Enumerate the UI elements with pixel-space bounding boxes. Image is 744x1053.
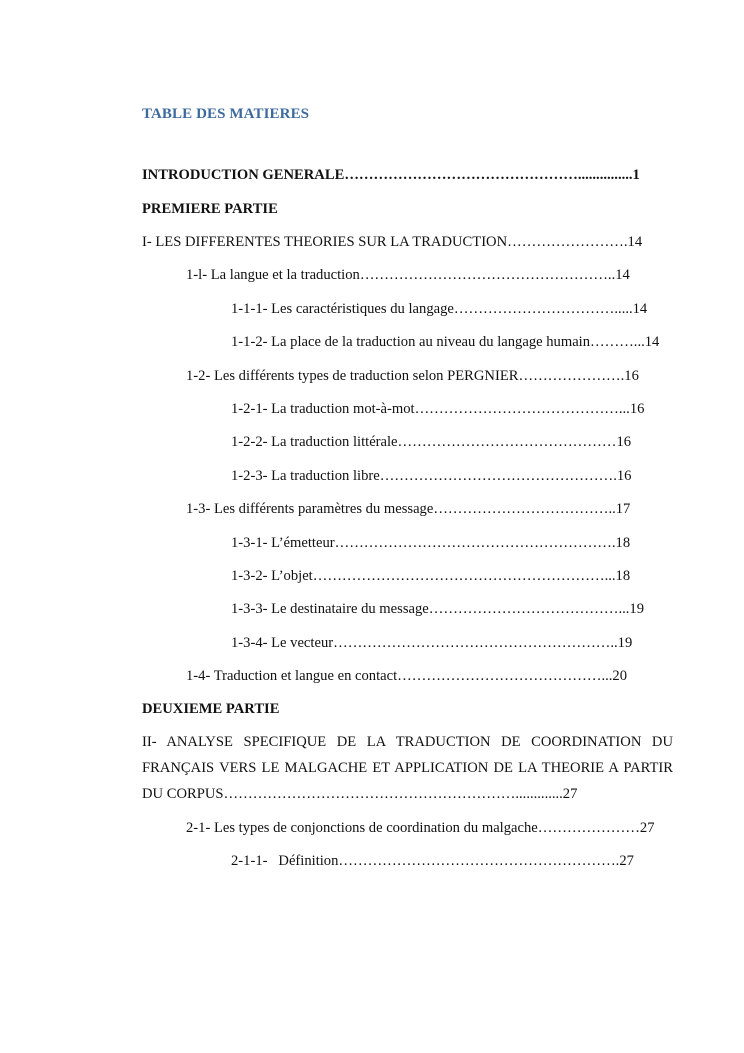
toc-entry-1-1-1: 1-1-1- Les caractéristiques du langage…………………………….....14 bbox=[231, 301, 648, 317]
toc-entry-1-2: 1-2- Les différents types de traduction selon PERGNIER………………….16 bbox=[186, 368, 639, 384]
toc-entry-chapter-1: I- LES DIFFERENTES THEORIES SUR LA TRADUCTION…………………….14 bbox=[142, 234, 643, 250]
toc-entry-1-3: 1-3- Les différents paramètres du message………………………………..17 bbox=[186, 501, 631, 517]
toc-entry-part-two: DEUXIEME PARTIE bbox=[142, 701, 280, 717]
toc-entry-1-2-2: 1-2-2- La traduction littérale………………………………………16 bbox=[231, 434, 632, 450]
toc-entry-1-3-4: 1-3-4- Le vecteur…………………………………………………..19 bbox=[231, 635, 633, 651]
toc-entry-1-2-3: 1-2-3- La traduction libre………………………………………….16 bbox=[231, 468, 632, 484]
toc-entry-chapter-2: II- ANALYSE SPECIFIQUE DE LA TRADUCTION DE COORDINATION DU FRANÇAIS VERS LE MALGACHE ET APPLICATION DE LA THEORIE A PARTIR DU CORPUS…………………………………………………….............27 bbox=[142, 734, 673, 802]
toc-entry-1-3-2: 1-3-2- L’objet……………………………………………………...18 bbox=[231, 568, 631, 584]
toc-entry-2-1: 2-1- Les types de conjonctions de coordination du malgache…………………27 bbox=[186, 820, 655, 836]
toc-title: TABLE DES MATIERES bbox=[142, 106, 310, 122]
toc-entry-2-1-1: 2-1-1- Définition………………………………………………….27 bbox=[231, 853, 634, 869]
toc-entry-1-1-2: 1-1-2- La place de la traduction au niveau du langage humain………...14 bbox=[231, 334, 660, 350]
toc-entry-1-1: 1-l- La langue et la traduction……………………………………………..14 bbox=[186, 267, 630, 283]
toc-entry-part-one: PREMIERE PARTIE bbox=[142, 201, 278, 217]
toc-entry-1-3-3: 1-3-3- Le destinataire du message…………………………………...19 bbox=[231, 601, 645, 617]
toc-entry-1-4: 1-4- Traduction et langue en contact……………………………………...20 bbox=[186, 668, 627, 684]
toc-entry-1-3-1: 1-3-1- L’émetteur………………………………………………….18 bbox=[231, 535, 631, 551]
toc-entry-1-2-1: 1-2-1- La traduction mot-à-mot……………………………………...16 bbox=[231, 401, 645, 417]
toc-entry-introduction: INTRODUCTION GENERALE…………………………………………...............1 bbox=[142, 167, 640, 183]
